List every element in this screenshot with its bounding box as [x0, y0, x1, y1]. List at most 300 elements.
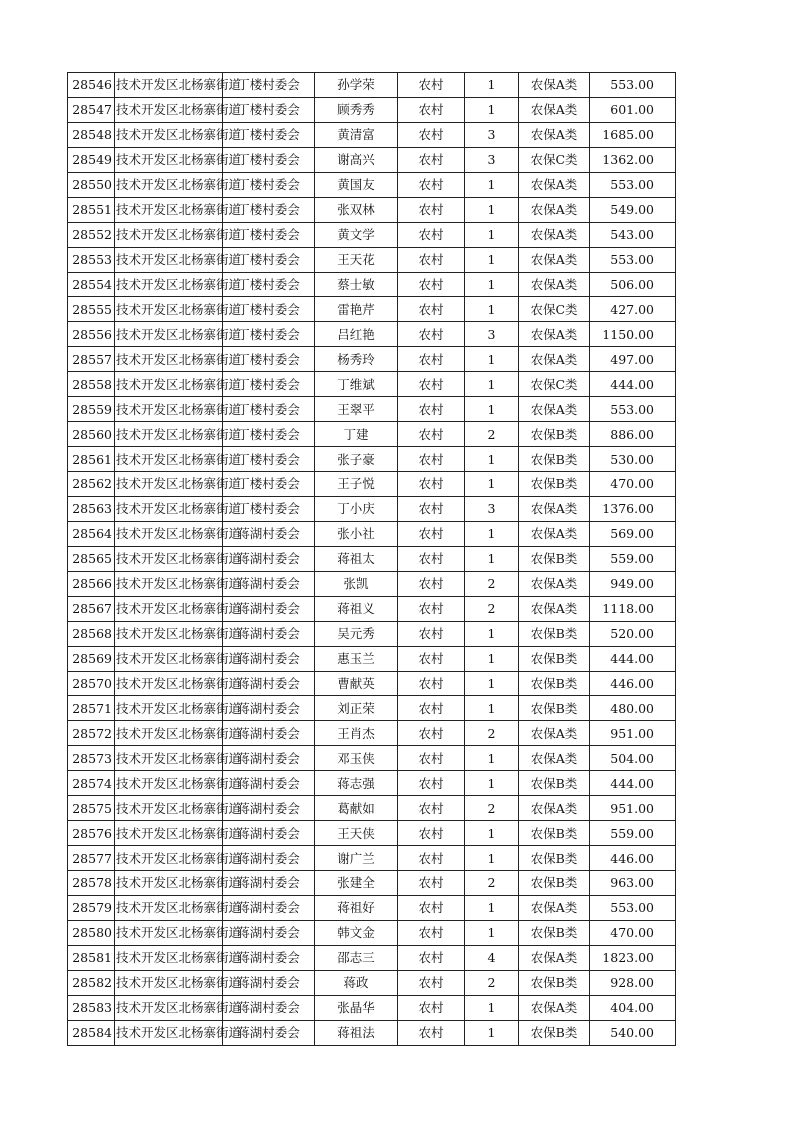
insurance-class-cell: 农保C类 [519, 147, 590, 172]
district-cell: 技术开发区北杨寨街道 [115, 546, 223, 571]
record-id-cell: 28563 [68, 496, 115, 521]
amount-cell: 553.00 [590, 172, 676, 197]
insurance-class-cell: 农保A类 [519, 945, 590, 970]
table-row [68, 920, 676, 945]
household-type-cell: 农村 [398, 895, 465, 920]
village-committee-cell: 蒋湖村委会 [223, 945, 315, 970]
insurance-class-cell: 农保A类 [519, 746, 590, 771]
village-committee-cell: 丁楼村委会 [223, 147, 315, 172]
district-cell: 技术开发区北杨寨街道 [115, 571, 223, 596]
amount-cell: 601.00 [590, 97, 676, 122]
household-type-cell: 农村 [398, 372, 465, 397]
village-committee-cell: 丁楼村委会 [223, 197, 315, 222]
name-cell: 谢广兰 [315, 846, 398, 871]
record-id-cell: 28578 [68, 871, 115, 896]
insurance-class-cell: 农保B类 [519, 671, 590, 696]
village-committee-cell: 丁楼村委会 [223, 222, 315, 247]
household-type-cell: 农村 [398, 871, 465, 896]
district-cell: 技术开发区北杨寨街道 [115, 871, 223, 896]
record-id-cell: 28548 [68, 122, 115, 147]
village-committee-cell: 蒋湖村委会 [223, 571, 315, 596]
amount-cell: 553.00 [590, 895, 676, 920]
person-count-cell: 1 [465, 447, 519, 472]
household-type-cell: 农村 [398, 397, 465, 422]
table-row [68, 596, 676, 621]
record-id-cell: 28580 [68, 920, 115, 945]
name-cell: 蒋政 [315, 970, 398, 995]
district-cell: 技术开发区北杨寨街道 [115, 746, 223, 771]
household-type-cell: 农村 [398, 571, 465, 596]
person-count-cell: 2 [465, 871, 519, 896]
household-type-cell: 农村 [398, 73, 465, 98]
person-count-cell: 3 [465, 147, 519, 172]
person-count-cell: 1 [465, 521, 519, 546]
district-cell: 技术开发区北杨寨街道 [115, 1020, 223, 1045]
amount-cell: 470.00 [590, 472, 676, 497]
name-cell: 蒋志强 [315, 771, 398, 796]
table-row [68, 247, 676, 272]
district-cell: 技术开发区北杨寨街道 [115, 197, 223, 222]
village-committee-cell: 丁楼村委会 [223, 172, 315, 197]
village-committee-cell: 蒋湖村委会 [223, 970, 315, 995]
insurance-class-cell: 农保A类 [519, 995, 590, 1020]
amount-cell: 1118.00 [590, 596, 676, 621]
insurance-class-cell: 农保A类 [519, 397, 590, 422]
record-id-cell: 28565 [68, 546, 115, 571]
village-committee-cell: 蒋湖村委会 [223, 646, 315, 671]
amount-cell: 543.00 [590, 222, 676, 247]
insurance-class-cell: 农保B类 [519, 422, 590, 447]
name-cell: 张建全 [315, 871, 398, 896]
district-cell: 技术开发区北杨寨街道 [115, 945, 223, 970]
district-cell: 技术开发区北杨寨街道 [115, 422, 223, 447]
name-cell: 吴元秀 [315, 621, 398, 646]
name-cell: 黄文学 [315, 222, 398, 247]
person-count-cell: 1 [465, 846, 519, 871]
person-count-cell: 1 [465, 821, 519, 846]
name-cell: 黄清富 [315, 122, 398, 147]
person-count-cell: 1 [465, 895, 519, 920]
household-type-cell: 农村 [398, 472, 465, 497]
record-id-cell: 28552 [68, 222, 115, 247]
amount-cell: 480.00 [590, 696, 676, 721]
record-id-cell: 28556 [68, 322, 115, 347]
village-committee-cell: 丁楼村委会 [223, 297, 315, 322]
insurance-class-cell: 农保A类 [519, 571, 590, 596]
insurance-class-cell: 农保B类 [519, 696, 590, 721]
amount-cell: 506.00 [590, 272, 676, 297]
table-row [68, 447, 676, 472]
district-cell: 技术开发区北杨寨街道 [115, 671, 223, 696]
record-id-cell: 28570 [68, 671, 115, 696]
name-cell: 雷艳芹 [315, 297, 398, 322]
person-count-cell: 1 [465, 696, 519, 721]
amount-cell: 540.00 [590, 1020, 676, 1045]
district-cell: 技术开发区北杨寨街道 [115, 472, 223, 497]
household-type-cell: 农村 [398, 846, 465, 871]
record-id-cell: 28579 [68, 895, 115, 920]
district-cell: 技术开发区北杨寨街道 [115, 895, 223, 920]
village-committee-cell: 蒋湖村委会 [223, 771, 315, 796]
district-cell: 技术开发区北杨寨街道 [115, 846, 223, 871]
district-cell: 技术开发区北杨寨街道 [115, 147, 223, 172]
name-cell: 王肖杰 [315, 721, 398, 746]
record-id-cell: 28583 [68, 995, 115, 1020]
household-type-cell: 农村 [398, 721, 465, 746]
amount-cell: 404.00 [590, 995, 676, 1020]
person-count-cell: 2 [465, 422, 519, 447]
district-cell: 技术开发区北杨寨街道 [115, 771, 223, 796]
record-id-cell: 28575 [68, 796, 115, 821]
person-count-cell: 1 [465, 1020, 519, 1045]
insurance-class-cell: 农保B类 [519, 771, 590, 796]
household-type-cell: 农村 [398, 920, 465, 945]
household-type-cell: 农村 [398, 347, 465, 372]
insurance-class-cell: 农保A类 [519, 272, 590, 297]
record-id-cell: 28561 [68, 447, 115, 472]
district-cell: 技术开发区北杨寨街道 [115, 596, 223, 621]
amount-cell: 559.00 [590, 821, 676, 846]
person-count-cell: 2 [465, 596, 519, 621]
record-id-cell: 28571 [68, 696, 115, 721]
district-cell: 技术开发区北杨寨街道 [115, 621, 223, 646]
insurance-class-cell: 农保A类 [519, 73, 590, 98]
person-count-cell: 1 [465, 97, 519, 122]
name-cell: 蒋祖好 [315, 895, 398, 920]
record-id-cell: 28566 [68, 571, 115, 596]
record-id-cell: 28547 [68, 97, 115, 122]
name-cell: 张晶华 [315, 995, 398, 1020]
person-count-cell: 1 [465, 272, 519, 297]
name-cell: 邵志三 [315, 945, 398, 970]
insurance-class-cell: 农保A类 [519, 521, 590, 546]
name-cell: 王天花 [315, 247, 398, 272]
amount-cell: 427.00 [590, 297, 676, 322]
household-type-cell: 农村 [398, 546, 465, 571]
table-row [68, 646, 676, 671]
name-cell: 葛献如 [315, 796, 398, 821]
person-count-cell: 1 [465, 172, 519, 197]
district-cell: 技术开发区北杨寨街道 [115, 247, 223, 272]
table-row [68, 746, 676, 771]
household-type-cell: 农村 [398, 646, 465, 671]
record-id-cell: 28567 [68, 596, 115, 621]
name-cell: 孙学荣 [315, 73, 398, 98]
name-cell: 张小社 [315, 521, 398, 546]
household-type-cell: 农村 [398, 945, 465, 970]
insurance-class-cell: 农保A类 [519, 197, 590, 222]
record-id-cell: 28568 [68, 621, 115, 646]
district-cell: 技术开发区北杨寨街道 [115, 995, 223, 1020]
name-cell: 惠玉兰 [315, 646, 398, 671]
insurance-class-cell: 农保A类 [519, 247, 590, 272]
insurance-class-cell: 农保A类 [519, 222, 590, 247]
record-id-cell: 28581 [68, 945, 115, 970]
household-type-cell: 农村 [398, 821, 465, 846]
village-committee-cell: 丁楼村委会 [223, 272, 315, 297]
name-cell: 丁维斌 [315, 372, 398, 397]
amount-cell: 949.00 [590, 571, 676, 596]
district-cell: 技术开发区北杨寨街道 [115, 73, 223, 98]
amount-cell: 553.00 [590, 73, 676, 98]
household-type-cell: 农村 [398, 197, 465, 222]
table-row [68, 571, 676, 596]
household-type-cell: 农村 [398, 496, 465, 521]
village-committee-cell: 蒋湖村委会 [223, 746, 315, 771]
table-row [68, 671, 676, 696]
table-row [68, 846, 676, 871]
amount-cell: 886.00 [590, 422, 676, 447]
household-type-cell: 农村 [398, 272, 465, 297]
amount-cell: 1823.00 [590, 945, 676, 970]
household-type-cell: 农村 [398, 172, 465, 197]
record-id-cell: 28555 [68, 297, 115, 322]
amount-cell: 963.00 [590, 871, 676, 896]
insurance-class-cell: 农保A类 [519, 721, 590, 746]
village-committee-cell: 蒋湖村委会 [223, 796, 315, 821]
record-id-cell: 28584 [68, 1020, 115, 1045]
district-cell: 技术开发区北杨寨街道 [115, 272, 223, 297]
district-cell: 技术开发区北杨寨街道 [115, 496, 223, 521]
insurance-class-cell: 农保A类 [519, 97, 590, 122]
insurance-class-cell: 农保B类 [519, 472, 590, 497]
record-id-cell: 28560 [68, 422, 115, 447]
village-committee-cell: 蒋湖村委会 [223, 821, 315, 846]
record-id-cell: 28558 [68, 372, 115, 397]
name-cell: 邓玉侠 [315, 746, 398, 771]
insurance-class-cell: 农保B类 [519, 1020, 590, 1045]
table-row [68, 970, 676, 995]
insurance-class-cell: 农保C类 [519, 372, 590, 397]
table-row [68, 696, 676, 721]
name-cell: 杨秀玲 [315, 347, 398, 372]
table-row [68, 122, 676, 147]
name-cell: 张子豪 [315, 447, 398, 472]
table-row [68, 147, 676, 172]
person-count-cell: 1 [465, 197, 519, 222]
household-type-cell: 农村 [398, 447, 465, 472]
insurance-class-cell: 农保B类 [519, 846, 590, 871]
household-type-cell: 农村 [398, 771, 465, 796]
table-row [68, 995, 676, 1020]
table-row [68, 621, 676, 646]
record-id-cell: 28554 [68, 272, 115, 297]
record-id-cell: 28546 [68, 73, 115, 98]
household-type-cell: 农村 [398, 247, 465, 272]
village-committee-cell: 蒋湖村委会 [223, 696, 315, 721]
table-row [68, 272, 676, 297]
district-cell: 技术开发区北杨寨街道 [115, 372, 223, 397]
household-type-cell: 农村 [398, 671, 465, 696]
amount-cell: 1150.00 [590, 322, 676, 347]
name-cell: 蒋祖义 [315, 596, 398, 621]
amount-cell: 951.00 [590, 796, 676, 821]
table-row [68, 895, 676, 920]
village-committee-cell: 蒋湖村委会 [223, 721, 315, 746]
village-committee-cell: 蒋湖村委会 [223, 920, 315, 945]
person-count-cell: 1 [465, 372, 519, 397]
record-id-cell: 28582 [68, 970, 115, 995]
name-cell: 顾秀秀 [315, 97, 398, 122]
name-cell: 吕红艳 [315, 322, 398, 347]
district-cell: 技术开发区北杨寨街道 [115, 397, 223, 422]
village-committee-cell: 蒋湖村委会 [223, 546, 315, 571]
village-committee-cell: 丁楼村委会 [223, 447, 315, 472]
table-row [68, 397, 676, 422]
amount-cell: 553.00 [590, 247, 676, 272]
village-committee-cell: 蒋湖村委会 [223, 596, 315, 621]
household-type-cell: 农村 [398, 970, 465, 995]
person-count-cell: 1 [465, 546, 519, 571]
table-row [68, 322, 676, 347]
district-cell: 技术开发区北杨寨街道 [115, 447, 223, 472]
village-committee-cell: 蒋湖村委会 [223, 895, 315, 920]
village-committee-cell: 蒋湖村委会 [223, 871, 315, 896]
name-cell: 王翠平 [315, 397, 398, 422]
village-committee-cell: 丁楼村委会 [223, 472, 315, 497]
village-committee-cell: 丁楼村委会 [223, 496, 315, 521]
name-cell: 韩文金 [315, 920, 398, 945]
record-id-cell: 28564 [68, 521, 115, 546]
insurance-class-cell: 农保A类 [519, 172, 590, 197]
person-count-cell: 4 [465, 945, 519, 970]
name-cell: 刘正荣 [315, 696, 398, 721]
name-cell: 蒋祖法 [315, 1020, 398, 1045]
table-row [68, 347, 676, 372]
table-row [68, 521, 676, 546]
household-type-cell: 农村 [398, 521, 465, 546]
person-count-cell: 1 [465, 297, 519, 322]
district-cell: 技术开发区北杨寨街道 [115, 172, 223, 197]
household-type-cell: 农村 [398, 1020, 465, 1045]
district-cell: 技术开发区北杨寨街道 [115, 347, 223, 372]
name-cell: 蒋祖太 [315, 546, 398, 571]
village-committee-cell: 丁楼村委会 [223, 122, 315, 147]
district-cell: 技术开发区北杨寨街道 [115, 821, 223, 846]
name-cell: 王子悦 [315, 472, 398, 497]
household-type-cell: 农村 [398, 696, 465, 721]
insurance-class-cell: 农保B类 [519, 621, 590, 646]
record-id-cell: 28577 [68, 846, 115, 871]
village-committee-cell: 丁楼村委会 [223, 322, 315, 347]
record-id-cell: 28574 [68, 771, 115, 796]
record-id-cell: 28569 [68, 646, 115, 671]
record-id-cell: 28573 [68, 746, 115, 771]
village-committee-cell: 丁楼村委会 [223, 347, 315, 372]
name-cell: 王天侠 [315, 821, 398, 846]
insurance-class-cell: 农保A类 [519, 895, 590, 920]
table-row [68, 97, 676, 122]
table-row [68, 546, 676, 571]
table-row [68, 945, 676, 970]
table-row [68, 1020, 676, 1045]
table-row [68, 297, 676, 322]
village-committee-cell: 丁楼村委会 [223, 397, 315, 422]
record-id-cell: 28576 [68, 821, 115, 846]
household-type-cell: 农村 [398, 297, 465, 322]
district-cell: 技术开发区北杨寨街道 [115, 322, 223, 347]
name-cell: 蔡士敏 [315, 272, 398, 297]
insurance-class-cell: 农保A类 [519, 796, 590, 821]
district-cell: 技术开发区北杨寨街道 [115, 970, 223, 995]
district-cell: 技术开发区北杨寨街道 [115, 97, 223, 122]
amount-cell: 559.00 [590, 546, 676, 571]
table-body [68, 73, 676, 1046]
name-cell: 张双林 [315, 197, 398, 222]
amount-cell: 446.00 [590, 846, 676, 871]
person-count-cell: 2 [465, 796, 519, 821]
person-count-cell: 1 [465, 347, 519, 372]
village-committee-cell: 蒋湖村委会 [223, 671, 315, 696]
record-id-cell: 28572 [68, 721, 115, 746]
table-row [68, 496, 676, 521]
village-committee-cell: 丁楼村委会 [223, 97, 315, 122]
insurance-class-cell: 农保B类 [519, 871, 590, 896]
insurance-class-cell: 农保A类 [519, 596, 590, 621]
amount-cell: 444.00 [590, 771, 676, 796]
person-count-cell: 1 [465, 73, 519, 98]
person-count-cell: 2 [465, 721, 519, 746]
household-type-cell: 农村 [398, 422, 465, 447]
district-cell: 技术开发区北杨寨街道 [115, 796, 223, 821]
table-row [68, 721, 676, 746]
record-id-cell: 28553 [68, 247, 115, 272]
amount-cell: 520.00 [590, 621, 676, 646]
record-id-cell: 28562 [68, 472, 115, 497]
person-count-cell: 1 [465, 746, 519, 771]
person-count-cell: 1 [465, 397, 519, 422]
household-type-cell: 农村 [398, 97, 465, 122]
record-id-cell: 28550 [68, 172, 115, 197]
person-count-cell: 1 [465, 920, 519, 945]
household-type-cell: 农村 [398, 222, 465, 247]
district-cell: 技术开发区北杨寨街道 [115, 646, 223, 671]
amount-cell: 446.00 [590, 671, 676, 696]
village-committee-cell: 蒋湖村委会 [223, 521, 315, 546]
table-row [68, 871, 676, 896]
amount-cell: 530.00 [590, 447, 676, 472]
name-cell: 丁小庆 [315, 496, 398, 521]
record-id-cell: 28549 [68, 147, 115, 172]
insurance-class-cell: 农保B类 [519, 447, 590, 472]
insurance-class-cell: 农保B类 [519, 970, 590, 995]
person-count-cell: 1 [465, 646, 519, 671]
amount-cell: 504.00 [590, 746, 676, 771]
district-cell: 技术开发区北杨寨街道 [115, 696, 223, 721]
table-row [68, 472, 676, 497]
household-type-cell: 农村 [398, 322, 465, 347]
table-row [68, 372, 676, 397]
insurance-class-cell: 农保B类 [519, 546, 590, 571]
village-committee-cell: 丁楼村委会 [223, 372, 315, 397]
table-row [68, 771, 676, 796]
insurance-class-cell: 农保A类 [519, 496, 590, 521]
insurance-class-cell: 农保C类 [519, 297, 590, 322]
record-id-cell: 28551 [68, 197, 115, 222]
table-row [68, 197, 676, 222]
insurance-class-cell: 农保A类 [519, 322, 590, 347]
data-table [67, 72, 676, 1046]
district-cell: 技术开发区北杨寨街道 [115, 920, 223, 945]
name-cell: 张凯 [315, 571, 398, 596]
district-cell: 技术开发区北杨寨街道 [115, 222, 223, 247]
district-cell: 技术开发区北杨寨街道 [115, 521, 223, 546]
person-count-cell: 3 [465, 496, 519, 521]
amount-cell: 928.00 [590, 970, 676, 995]
village-committee-cell: 蒋湖村委会 [223, 995, 315, 1020]
household-type-cell: 农村 [398, 621, 465, 646]
household-type-cell: 农村 [398, 995, 465, 1020]
